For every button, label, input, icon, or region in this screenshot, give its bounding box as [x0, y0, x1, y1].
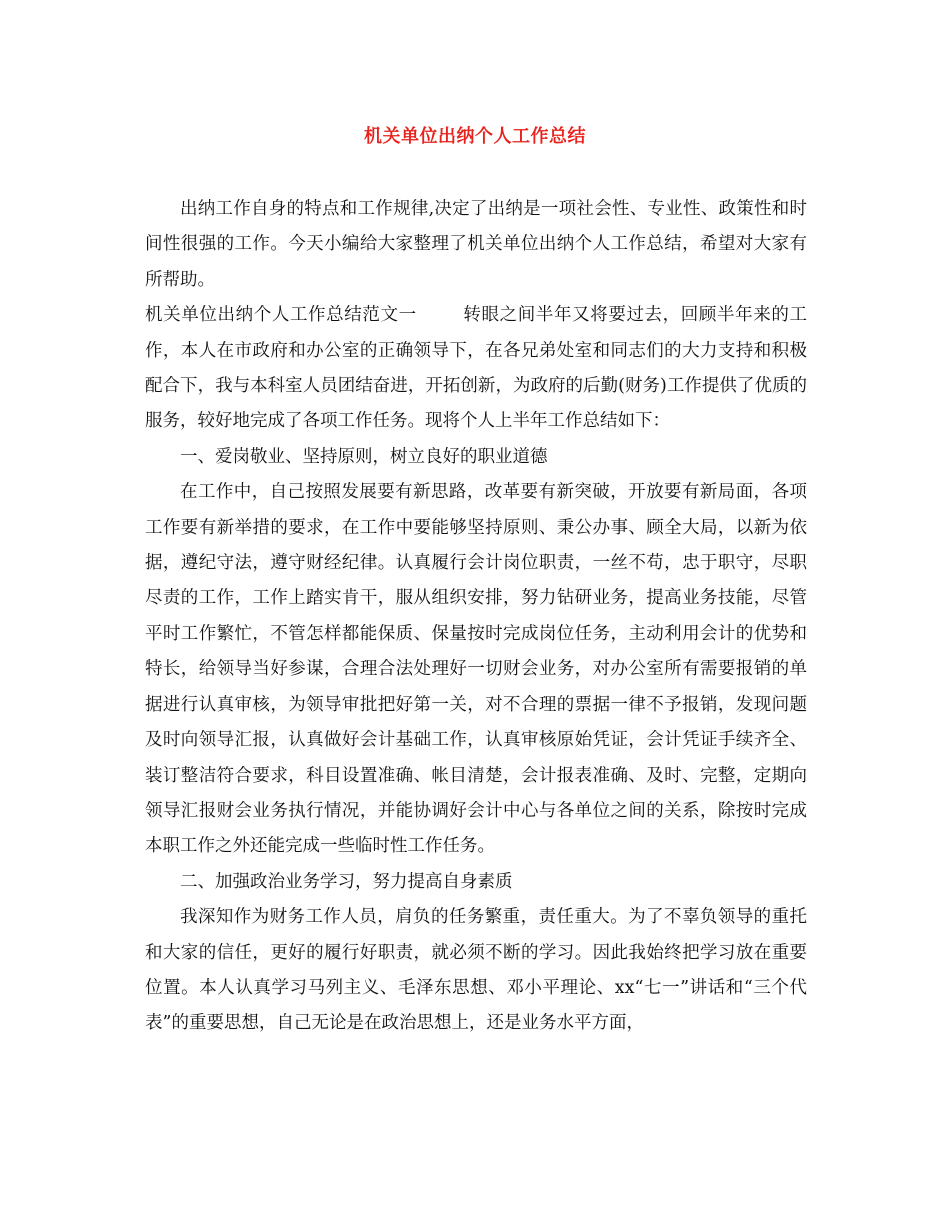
section-body-2: 我深知作为财务工作人员，肩负的任务繁重，责任重大。为了不辜负领导的重托和大家的信任，更好的履行好职责，就必须不断的学习。因此我始终把学习放在重要位置。本人认真学习马列主义、毛泽东思想、邓小平理论、xx“七一”讲话和“三个代表”的重要思想，自己无论是在政治思想上，还是业务水平方面，: [145, 907, 807, 1034]
intro-paragraph: 出纳工作自身的特点和工作规律,决定了出纳是一项社会性、专业性、政策性和时间性很强的工作。今天小编给大家整理了机关单位出纳个人工作总结，希望对大家有所帮助。: [145, 199, 807, 290]
sample-opening: 转眼之间半年又将要过去，回顾半年来的工作，本人在市政府和办公室的正确领导下，在各兄弟处室和同志们的大力支持和积极配合下，我与本科室人员团结奋进，开拓创新，为政府的后勤(财务)工作提供了优质的服务，较好地完成了各项工作任务。现将个人上半年工作总结如下：: [145, 305, 807, 432]
document-body: [145, 192, 807, 1042]
section-body-1: 在工作中，自己按照发展要有新思路，改革要有新突破，开放要有新局面，各项工作要有新举措的要求，在工作中要能够坚持原则、秉公办事、顾全大局，以新为依据，遵纪守法，遵守财经纪律。认真履行会计岗位职责，一丝不苟，忠于职守，尽职尽责的工作，工作上踏实肯干，服从组织安排，努力钻研业务，提高业务技能，尽管平时工作繁忙，不管怎样都能保质、保量按时完成岗位任务，主动利用会计的优势和特长，给领导当好参谋，合理合法处理好一切财会业务，对办公室所有需要报销的单据进行认真审核，为领导审批把好第一关，对不合理的票据一律不予报销，发现问题及时向领导汇报，认真做好会计基础工作，认真审核原始凭证，会计凭证手续齐全、装订整洁符合要求，科目设置准确、帐目清楚，会计报表准确、及时、完整，定期向领导汇报财会业务执行情况，并能协调好会计中心与各单位之间的关系，除按时完成本职工作之外还能完成一些临时性工作任务。: [145, 482, 807, 857]
section-heading-1: 一、爱岗敬业、坚持原则，树立良好的职业道德: [180, 446, 548, 467]
sample-paragraph: [145, 298, 807, 440]
sample-label: 机关单位出纳个人工作总结范文一: [145, 305, 417, 326]
section-heading-2: 二、加强政治业务学习，努力提高自身素质: [180, 871, 513, 892]
document-title: 机关单位出纳个人工作总结: [364, 126, 586, 147]
